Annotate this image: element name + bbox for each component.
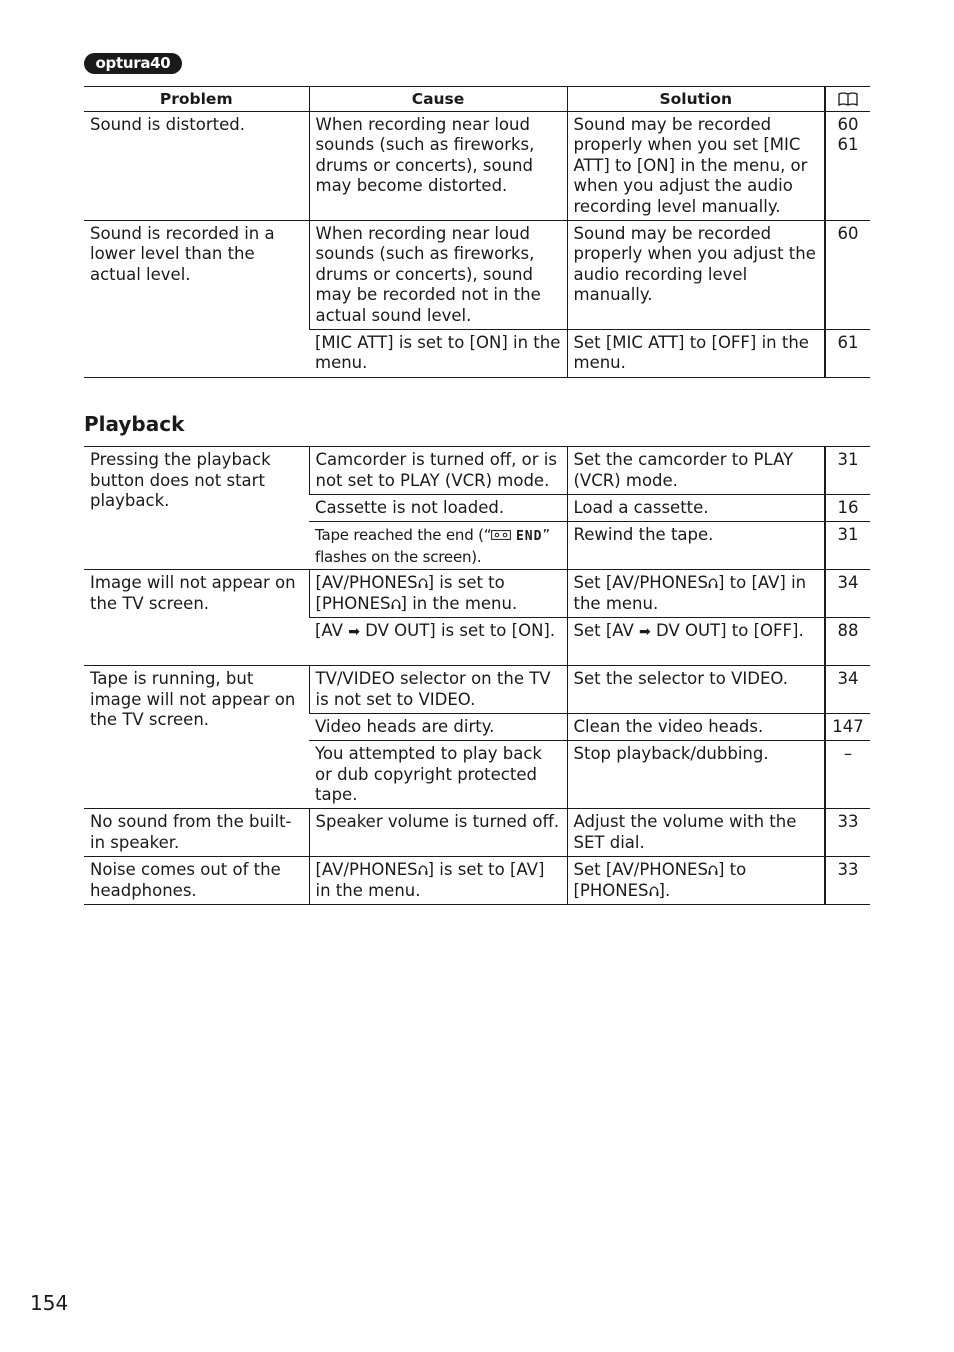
page-ref: 60 [837,114,859,134]
book-icon [838,92,858,107]
problem-cell: Image will not appear on the TV screen. [84,570,309,666]
table-row [84,111,870,220]
cause-cell: When recording near loud sounds (such as fireworks, drums or concerts), sound may be recorded not in the actual sound level. [309,220,567,329]
table-row [84,570,870,618]
page-cell: 34 [825,570,870,618]
page-number: 154 [30,1291,69,1315]
page-cell: 33 [825,809,870,857]
cause-cell: [MIC ATT] is set to [ON] in the menu. [309,329,567,377]
cause-cell: Camcorder is turned off, or is not set to PLAY (VCR) mode. [309,447,567,495]
page-cell [825,111,870,220]
page-cell: 147 [825,714,870,741]
problem-cell: Sound is distorted. [84,111,309,220]
problem-cell: Noise comes out of the headphones. [84,857,309,905]
header-problem: Problem [84,87,309,112]
end-indicator: END [515,529,543,544]
table-row [84,666,870,714]
cause-cell: Speaker volume is turned off. [309,809,567,857]
headphones-icon [649,885,659,897]
solution-text: ] to [AV] in the menu. [573,573,807,613]
solution-text: ]. [658,880,671,900]
solution-cell [567,618,825,666]
solution-cell: Set the selector to VIDEO. [567,666,825,714]
cause-text: Tape reached the end (“ [315,526,492,544]
table-row [84,447,870,495]
solution-cell: Adjust the volume with the SET dial. [567,809,825,857]
cause-cell: TV/VIDEO selector on the TV is not set to VIDEO. [309,666,567,714]
solution-cell: Clean the video heads. [567,714,825,741]
solution-cell: Load a cassette. [567,495,825,522]
solution-cell: Sound may be recorded properly when you set [MIC ATT] to [ON] in the menu, or when you adjust the audio recording level manually. [567,111,825,220]
problem-cell: Pressing the playback button does not start playback. [84,447,309,570]
table-header-row [84,87,870,112]
cause-cell [309,618,567,666]
tape-icon [491,530,511,540]
cause-cell: Video heads are dirty. [309,714,567,741]
cause-cell: You attempted to play back or dub copyright protected tape. [309,741,567,809]
page-cell: 60 [825,220,870,329]
table-row [84,809,870,857]
solution-cell: Set [MIC ATT] to [OFF] in the menu. [567,329,825,377]
header-page [825,87,870,112]
cause-text: ” flashes on the screen). [315,526,550,566]
playback-troubleshooting-table [84,446,870,905]
solution-text: Set [AV [573,621,640,640]
arrow-right-icon: ➡ [639,624,651,640]
arrow-right-icon: ➡ [348,624,360,640]
cause-text: [AV [315,621,349,640]
solution-cell: Sound may be recorded properly when you adjust the audio recording level manually. [567,220,825,329]
cause-text: ] is set to [AV] in the menu. [315,860,545,900]
page-ref: 61 [837,135,859,155]
cause-text: ] in the menu. [400,593,518,613]
problem-cell: No sound from the built-in speaker. [84,809,309,857]
solution-cell: Rewind the tape. [567,522,825,570]
cause-text: DV OUT] is set to [ON]. [359,621,556,640]
solution-cell [567,857,825,905]
cause-cell [309,522,567,570]
problem-cell: Sound is recorded in a lower level than the actual level. [84,220,309,377]
page-cell: 88 [825,618,870,666]
cause-cell [309,857,567,905]
section-title-playback: Playback [84,412,185,436]
solution-text: Set [AV/PHONES [573,573,708,592]
solution-cell [567,570,825,618]
page-cell: 34 [825,666,870,714]
solution-text: ] to [PHONES [573,860,747,900]
solution-cell: Stop playback/dubbing. [567,741,825,809]
header-cause: Cause [309,87,567,112]
recording-troubleshooting-table [84,86,870,378]
table-row [84,220,870,329]
problem-cell: Tape is running, but image will not appear on the TV screen. [84,666,309,809]
solution-text: DV OUT] to [OFF]. [650,621,804,640]
optura-logo: optura40 [84,53,182,74]
headphones-icon [418,864,428,876]
page-cell: 16 [825,495,870,522]
cause-text: [AV/PHONES [315,860,418,879]
cause-text: ] is set to [PHONES [315,573,505,613]
solution-cell: Set the camcorder to PLAY (VCR) mode. [567,447,825,495]
cause-cell: When recording near loud sounds (such as fireworks, drums or concerts), sound may become distorted. [309,111,567,220]
page-cell: 31 [825,522,870,570]
cause-text: [AV/PHONES [315,573,418,592]
page-cell: 33 [825,857,870,905]
headphones-icon [418,577,428,589]
page-cell: – [825,741,870,809]
table-row [84,857,870,905]
headphones-icon [708,864,718,876]
solution-text: Set [AV/PHONES [573,860,708,879]
cause-cell [309,570,567,618]
headphones-icon [708,577,718,589]
headphones-icon [391,598,401,610]
header-solution: Solution [567,87,825,112]
page-cell: 61 [825,329,870,377]
page-cell: 31 [825,447,870,495]
cause-cell: Cassette is not loaded. [309,495,567,522]
